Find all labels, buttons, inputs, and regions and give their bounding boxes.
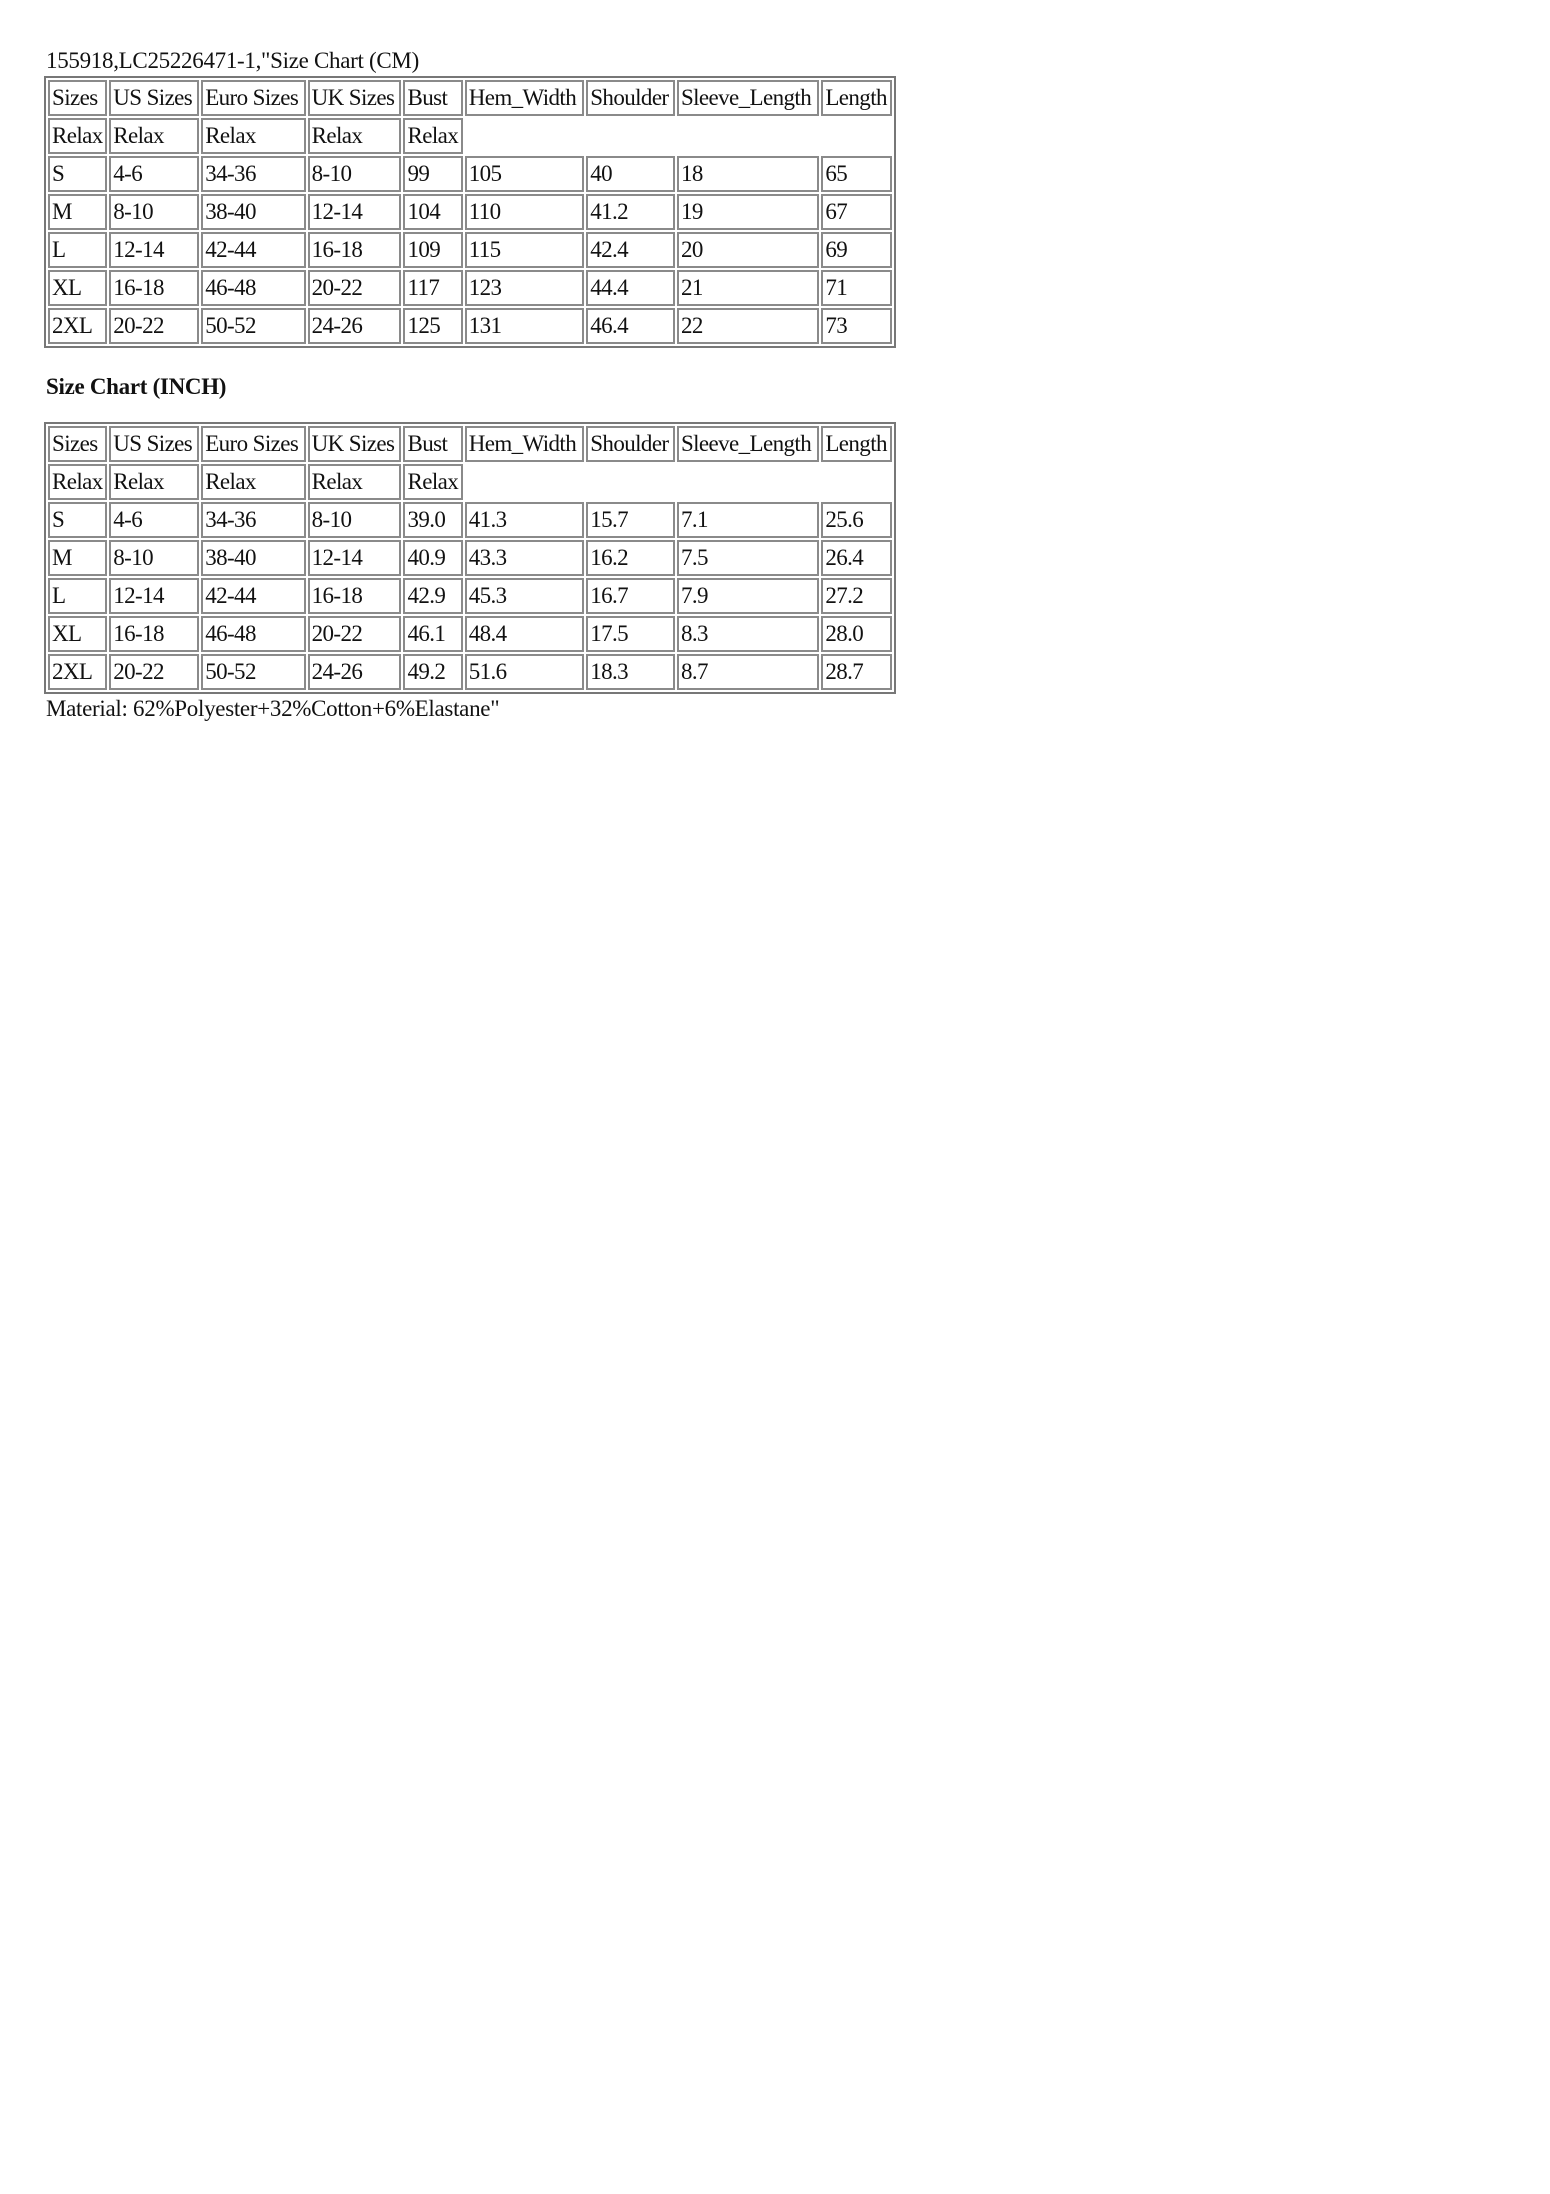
table-cell: 25.6 — [821, 502, 892, 538]
table-cell: 49.2 — [403, 654, 462, 690]
table-cell: 7.1 — [677, 502, 819, 538]
table-cell: 110 — [465, 194, 585, 230]
table-cell: 21 — [677, 270, 819, 306]
table-row — [48, 156, 892, 192]
table-cell: 4-6 — [109, 502, 199, 538]
table-cell: 117 — [403, 270, 462, 306]
table-cell: 67 — [821, 194, 892, 230]
table-cell: Relax — [308, 118, 402, 154]
table-cell: 12-14 — [109, 232, 199, 268]
table-cell: 46-48 — [201, 616, 305, 652]
table-cell: 41.3 — [465, 502, 585, 538]
table-row — [48, 270, 892, 306]
size-chart-cm-table — [44, 76, 896, 348]
table-cell: 7.9 — [677, 578, 819, 614]
table-row — [48, 654, 892, 690]
fit-row — [48, 464, 892, 500]
table-cell: 38-40 — [201, 194, 305, 230]
table-cell: 43.3 — [465, 540, 585, 576]
column-header: UK Sizes — [308, 426, 402, 462]
table-cell: 17.5 — [586, 616, 675, 652]
table-cell: 20 — [677, 232, 819, 268]
table-cell: 42-44 — [201, 232, 305, 268]
column-header: Length — [821, 426, 892, 462]
table-row — [48, 502, 892, 538]
table-cell: 40.9 — [403, 540, 462, 576]
table-cell: 44.4 — [586, 270, 675, 306]
table-cell: 46-48 — [201, 270, 305, 306]
table-cell: 38-40 — [201, 540, 305, 576]
table-cell: 50-52 — [201, 654, 305, 690]
table-cell: 8-10 — [308, 502, 402, 538]
column-header: Sleeve_Length — [677, 80, 819, 116]
column-header: Euro Sizes — [201, 426, 305, 462]
table-cell: Relax — [109, 464, 199, 500]
table-cell: 16.2 — [586, 540, 675, 576]
table-cell: 12-14 — [308, 194, 402, 230]
table-cell: Relax — [201, 118, 305, 154]
column-header: Bust — [403, 426, 462, 462]
table-cell: 131 — [465, 308, 585, 344]
table-cell: 104 — [403, 194, 462, 230]
table-cell: 16-18 — [109, 616, 199, 652]
header-line: 155918,LC25226471-1,"Size Chart (CM) — [46, 48, 419, 73]
table-cell: Relax — [48, 464, 107, 500]
table-cell: 18.3 — [586, 654, 675, 690]
table-cell: 125 — [403, 308, 462, 344]
table-cell: 20-22 — [308, 616, 402, 652]
table-cell: 12-14 — [109, 578, 199, 614]
table-cell: 18 — [677, 156, 819, 192]
table-cell: S — [48, 156, 107, 192]
table-cell: Relax — [403, 464, 462, 500]
table-cell: 115 — [465, 232, 585, 268]
table-cell: 42-44 — [201, 578, 305, 614]
table-cell: 20-22 — [308, 270, 402, 306]
column-header: Bust — [403, 80, 462, 116]
table-cell: 65 — [821, 156, 892, 192]
table-cell: 20-22 — [109, 308, 199, 344]
column-header: Shoulder — [586, 80, 675, 116]
table-cell: XL — [48, 616, 107, 652]
table-cell: 69 — [821, 232, 892, 268]
table-cell: 48.4 — [465, 616, 585, 652]
table-cell: 99 — [403, 156, 462, 192]
column-header: Shoulder — [586, 426, 675, 462]
table-cell: 45.3 — [465, 578, 585, 614]
table-cell: 46.4 — [586, 308, 675, 344]
table-cell: 27.2 — [821, 578, 892, 614]
column-header: Euro Sizes — [201, 80, 305, 116]
table-row — [48, 578, 892, 614]
fit-row — [48, 118, 892, 154]
column-header: Sizes — [48, 426, 107, 462]
table-cell: 39.0 — [403, 502, 462, 538]
table-cell: 109 — [403, 232, 462, 268]
table-cell: Relax — [109, 118, 199, 154]
table-cell: 8.3 — [677, 616, 819, 652]
table-cell: 42.4 — [586, 232, 675, 268]
table-cell: Relax — [48, 118, 107, 154]
column-header: Sleeve_Length — [677, 426, 819, 462]
column-header: UK Sizes — [308, 80, 402, 116]
table-cell: 34-36 — [201, 502, 305, 538]
table-cell: Relax — [308, 464, 402, 500]
column-header: US Sizes — [109, 80, 199, 116]
table-cell: 4-6 — [109, 156, 199, 192]
table-cell: 51.6 — [465, 654, 585, 690]
document-page — [46, 46, 896, 724]
table-cell: L — [48, 578, 107, 614]
column-header: Sizes — [48, 80, 107, 116]
table-row — [48, 308, 892, 344]
header-row — [48, 426, 892, 462]
column-header: Hem_Width — [465, 80, 585, 116]
table-cell: 73 — [821, 308, 892, 344]
table-cell: 34-36 — [201, 156, 305, 192]
column-header: Length — [821, 80, 892, 116]
table-cell: 8-10 — [109, 194, 199, 230]
table-cell: Relax — [201, 464, 305, 500]
table-cell: 12-14 — [308, 540, 402, 576]
table-cell: 26.4 — [821, 540, 892, 576]
table-cell: 8.7 — [677, 654, 819, 690]
table-cell: 16-18 — [109, 270, 199, 306]
table-cell: 16-18 — [308, 578, 402, 614]
table-cell: XL — [48, 270, 107, 306]
table-cell: 28.0 — [821, 616, 892, 652]
table-row — [48, 540, 892, 576]
table-cell: M — [48, 194, 107, 230]
table-cell: 28.7 — [821, 654, 892, 690]
table-cell: 2XL — [48, 308, 107, 344]
table-cell: 40 — [586, 156, 675, 192]
table-cell: 105 — [465, 156, 585, 192]
table-cell: 46.1 — [403, 616, 462, 652]
column-header: US Sizes — [109, 426, 199, 462]
table-cell: 16-18 — [308, 232, 402, 268]
size-chart-inch-table — [44, 422, 896, 694]
table-row — [48, 232, 892, 268]
table-cell: 41.2 — [586, 194, 675, 230]
material-line: Material: 62%Polyester+32%Cotton+6%Elastane" — [46, 696, 500, 721]
table-cell: 20-22 — [109, 654, 199, 690]
table-row — [48, 616, 892, 652]
table-row — [48, 194, 892, 230]
table-cell: 24-26 — [308, 308, 402, 344]
empty-cell — [465, 118, 892, 154]
table-cell: 8-10 — [308, 156, 402, 192]
table-cell: 2XL — [48, 654, 107, 690]
table-cell: 16.7 — [586, 578, 675, 614]
table-cell: 42.9 — [403, 578, 462, 614]
table-cell: S — [48, 502, 107, 538]
table-cell: M — [48, 540, 107, 576]
table-cell: 15.7 — [586, 502, 675, 538]
table-cell: L — [48, 232, 107, 268]
header-row — [48, 80, 892, 116]
table-cell: 7.5 — [677, 540, 819, 576]
table-cell: 8-10 — [109, 540, 199, 576]
table-cell: 123 — [465, 270, 585, 306]
table-cell: Relax — [403, 118, 462, 154]
size-chart-inch-heading: Size Chart (INCH) — [46, 374, 227, 399]
empty-cell — [465, 464, 892, 500]
table-cell: 24-26 — [308, 654, 402, 690]
table-cell: 71 — [821, 270, 892, 306]
table-cell: 50-52 — [201, 308, 305, 344]
table-cell: 19 — [677, 194, 819, 230]
table-cell: 22 — [677, 308, 819, 344]
column-header: Hem_Width — [465, 426, 585, 462]
